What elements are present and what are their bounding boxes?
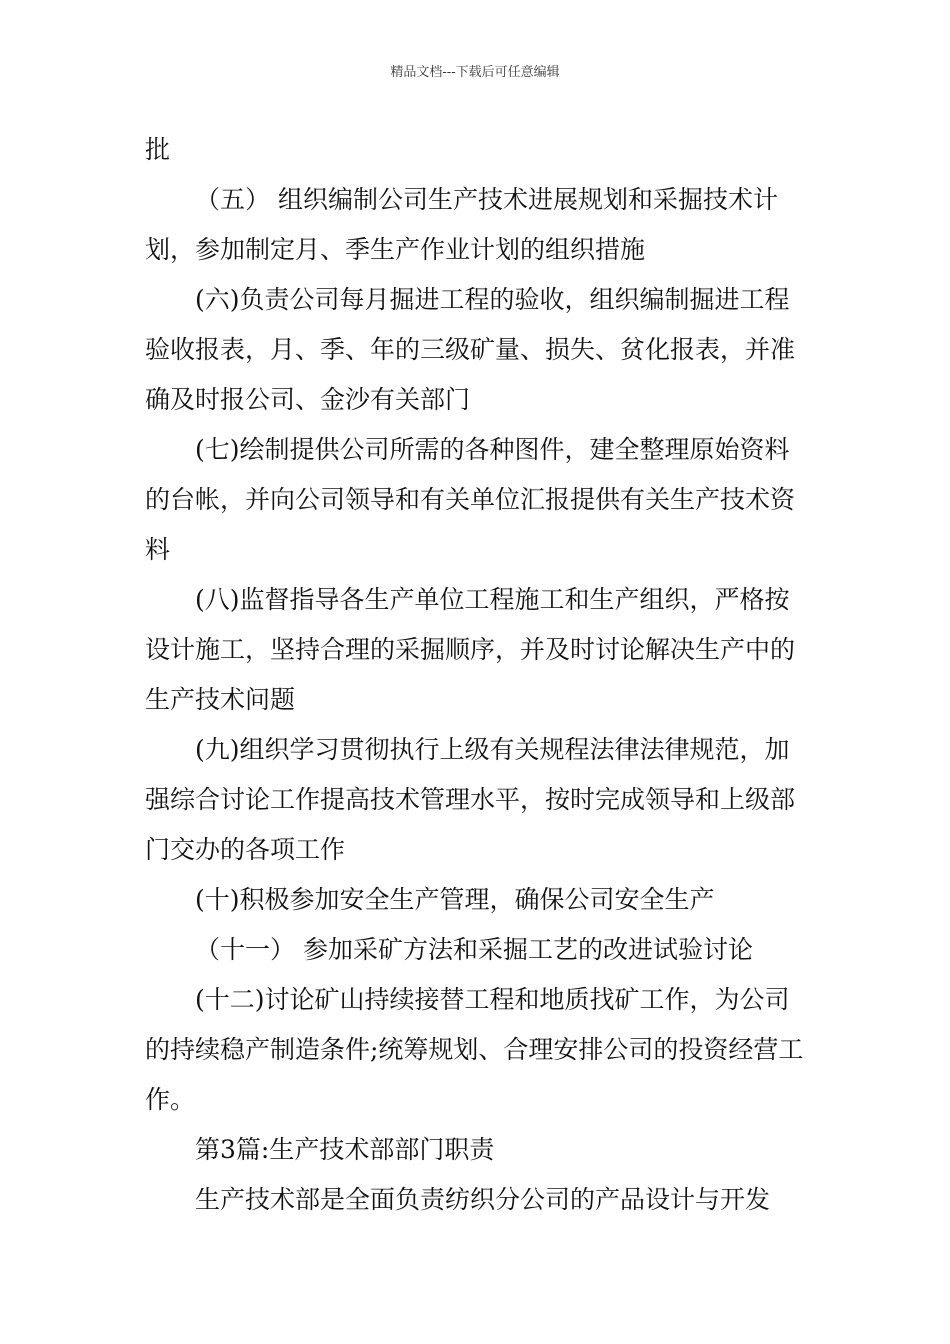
paragraph-item-10: (十)积极参加安全生产管理，确保公司安全生产 — [195, 885, 715, 914]
paragraph-item-9: (九)组织学习贯彻执行上级有关规程法律法律规范，加强综合讨论工作提高技术管理水平，按时完成领导和上级部门交办的各项工作 — [145, 735, 796, 864]
paragraph-continuation: 批 — [145, 135, 171, 164]
paragraph-intro: 生产技术部是全面负责纺织分公司的产品设计与开发 — [195, 1185, 771, 1214]
section-heading: 第3篇:生产技术部部门职责 — [195, 1135, 495, 1164]
paragraph-item-5: （五） 组织编制公司生产技术进展规划和采掘技术计划，参加制定月、季生产作业计划的组织措施 — [145, 185, 778, 264]
paragraph-item-12: (十二)讨论矿山持续接替工程和地质找矿工作，为公司的持续稳产制造条件;统筹规划、合理安排公司的投资经营工作。 — [145, 985, 804, 1114]
document-body — [145, 125, 810, 1225]
paragraph-item-11: （十一） 参加采矿方法和采掘工艺的改进试验讨论 — [195, 935, 753, 964]
paragraph-item-6: (六)负责公司每月掘进工程的验收，组织编制掘进工程验收报表，月、季、年的三级矿量、损失、贫化报表，并准确及时报公司、金沙有关部门 — [145, 285, 796, 414]
page-header: 精品文档---下载后可任意编辑 — [390, 65, 560, 80]
paragraph-item-8: (八)监督指导各生产单位工程施工和生产组织，严格按设计施工，坚持合理的采掘顺序，并及时讨论解决生产中的生产技术问题 — [145, 585, 796, 714]
paragraph-item-7: (七)绘制提供公司所需的各种图件，建全整理原始资料的台帐，并向公司领导和有关单位汇报提供有关生产技术资料 — [145, 435, 796, 564]
